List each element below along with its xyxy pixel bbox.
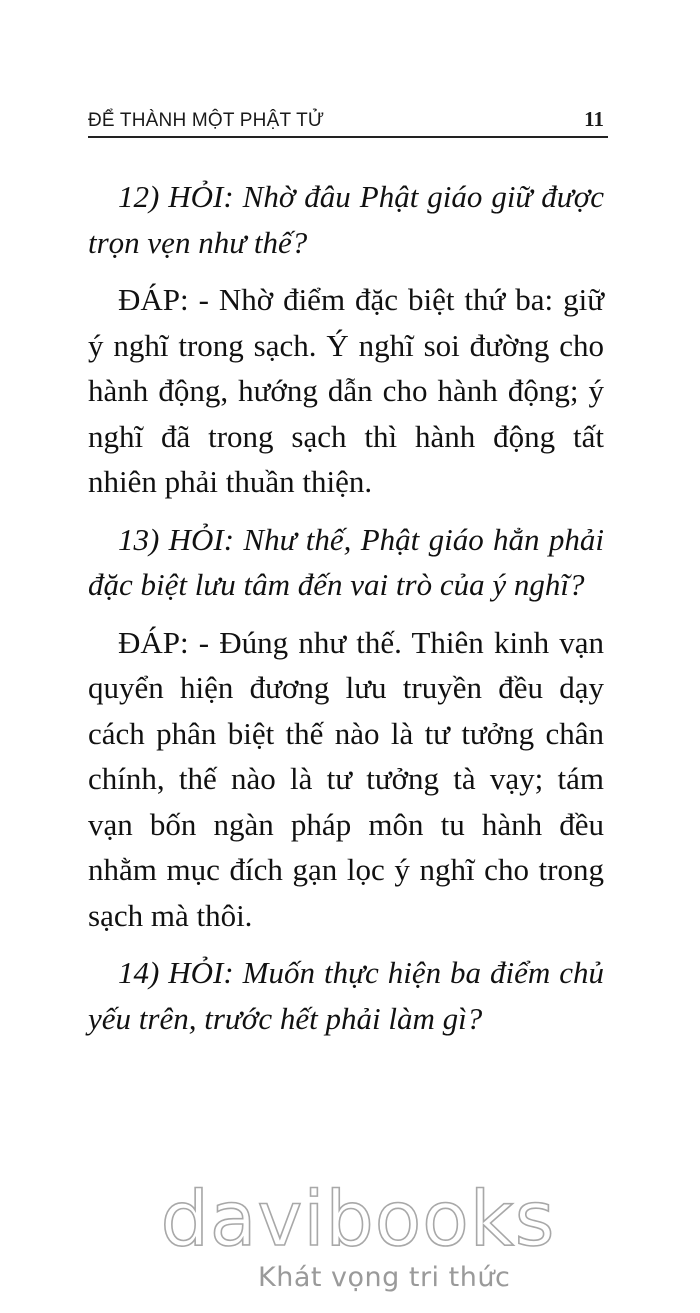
answer-12: ĐÁP: - Nhờ điểm đặc biệt thứ ba: giữ ý nghĩ trong sạch. Ý nghĩ soi đường cho hành động, hướng dẫn cho hành động; ý nghĩ đã trong sạch thì hành động tất nhiên phải thuần thiện. — [88, 282, 604, 499]
book-title: ĐỂ THÀNH MỘT PHẬT TỬ — [88, 110, 325, 131]
page-number: 11 — [584, 107, 604, 131]
watermark-logo: davibooks — [160, 1174, 556, 1263]
answer-13: ĐÁP: - Đúng như thế. Thiên kinh vạn quyển hiện đương lưu truyền đều dạy cách phân biệt thế nào là tư tưởng chân chính, thế nào là tư tưởng tà vạy; tám vạn bốn ngàn pháp môn tu hành đều nhằm mục đích gạn lọc ý nghĩ cho trong sạch mà thôi. — [88, 624, 604, 933]
question-12: 12) HỎI: Nhờ đâu Phật giáo giữ được trọn vẹn như thế? — [88, 179, 604, 260]
page-body — [88, 174, 604, 1041]
running-header — [88, 108, 608, 138]
question-14: 14) HỎI: Muốn thực hiện ba điểm chủ yếu trên, trước hết phải làm gì? — [88, 955, 604, 1036]
question-13: 13) HỎI: Như thế, Phật giáo hẳn phải đặc biệt lưu tâm đến vai trò của ý nghĩ? — [88, 521, 604, 602]
watermark-tagline: Khát vọng tri thức — [258, 1262, 511, 1293]
